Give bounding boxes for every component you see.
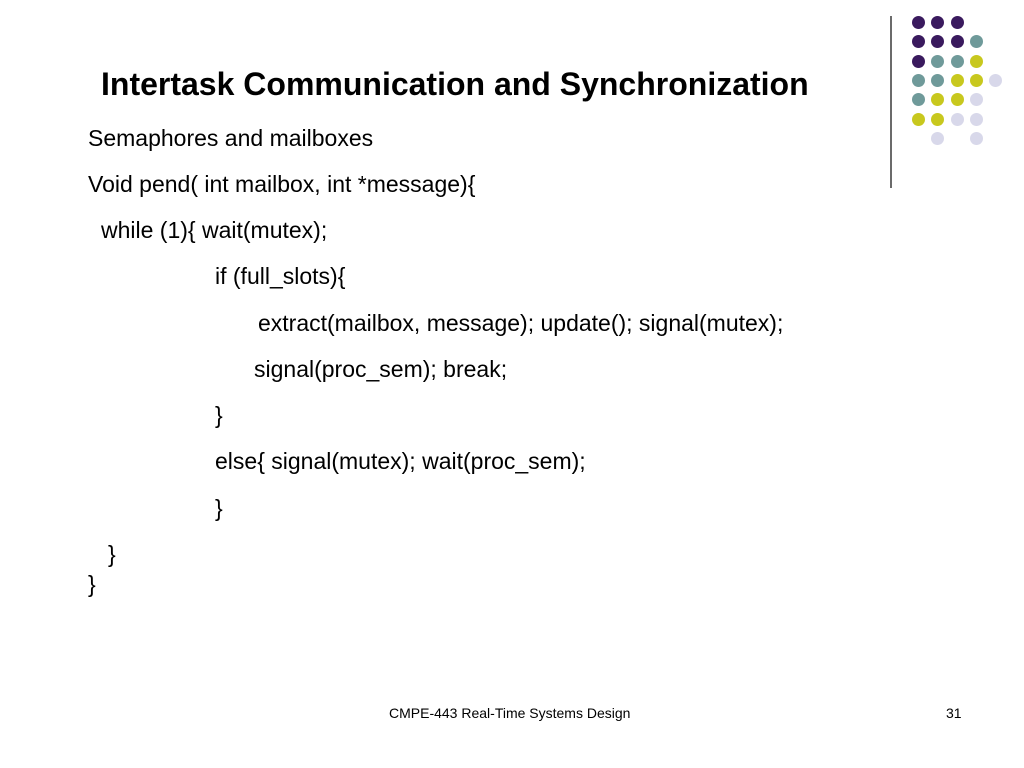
code-line: } xyxy=(215,495,223,521)
decorative-dot-teal xyxy=(912,93,925,106)
decorative-dot-purple xyxy=(912,16,925,29)
decorative-dot-teal xyxy=(951,55,964,68)
decorative-dot-lavender xyxy=(970,113,983,126)
decorative-dot-teal xyxy=(931,55,944,68)
decorative-dot-teal xyxy=(931,74,944,87)
decorative-dot-lavender xyxy=(970,132,983,145)
decorative-dot-teal xyxy=(970,35,983,48)
page-number: 31 xyxy=(946,705,962,721)
code-line: if (full_slots){ xyxy=(215,263,346,289)
decorative-dot-purple xyxy=(931,35,944,48)
footer-course-title: CMPE-443 Real-Time Systems Design xyxy=(389,705,631,721)
subtitle-text: Semaphores and mailboxes xyxy=(88,125,374,151)
decorative-dot-purple xyxy=(912,35,925,48)
decorative-dot-purple xyxy=(912,55,925,68)
code-line: else{ signal(mutex); wait(proc_sem); xyxy=(215,448,586,474)
code-line: Void pend( int mailbox, int *message){ xyxy=(88,171,476,197)
code-line: } xyxy=(108,541,116,567)
decorative-dot-lavender xyxy=(931,132,944,145)
decorative-dot-lavender xyxy=(989,74,1002,87)
decorative-dot-lime xyxy=(970,55,983,68)
decorative-dot-lime xyxy=(912,113,925,126)
code-line: signal(proc_sem); break; xyxy=(254,356,508,382)
decorative-dot-teal xyxy=(912,74,925,87)
decorative-dot-lavender xyxy=(951,113,964,126)
decorative-dot-purple xyxy=(931,16,944,29)
code-line: while (1){ wait(mutex); xyxy=(101,217,328,243)
decorative-dot-lavender xyxy=(970,93,983,106)
code-line: extract(mailbox, message); update(); signal(mutex); xyxy=(258,310,784,336)
decorative-dot-purple xyxy=(951,35,964,48)
decorative-dot-lime xyxy=(951,74,964,87)
vertical-divider xyxy=(890,16,892,188)
code-line: } xyxy=(88,571,96,597)
code-line: } xyxy=(215,402,223,428)
decorative-dot-lime xyxy=(931,113,944,126)
decorative-dot-purple xyxy=(951,16,964,29)
slide-title: Intertask Communication and Synchronization xyxy=(101,66,809,102)
decorative-dot-lime xyxy=(951,93,964,106)
decorative-dot-lime xyxy=(931,93,944,106)
decorative-dot-lime xyxy=(970,74,983,87)
